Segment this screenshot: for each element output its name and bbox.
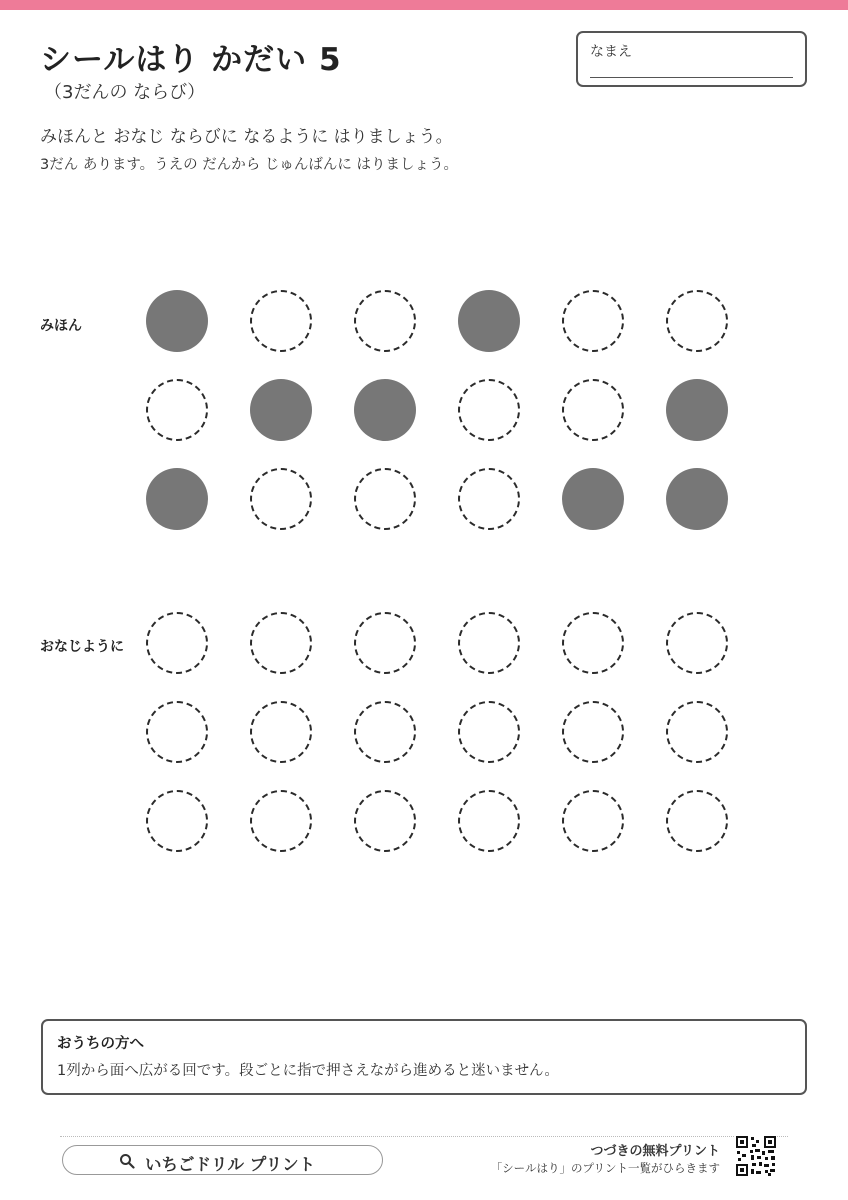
model-dot-r2-c2 <box>250 379 312 441</box>
copy-dot-r1-c5[interactable] <box>562 612 624 674</box>
copy-dot-r1-c4[interactable] <box>458 612 520 674</box>
copy-dot-r3-c1[interactable] <box>146 790 208 852</box>
model-dot-r2-c4 <box>458 379 520 441</box>
model-dot-r1-c5 <box>562 290 624 352</box>
model-dot-r2-c1 <box>146 379 208 441</box>
model-dot-r3-c4 <box>458 468 520 530</box>
copy-dot-r3-c4[interactable] <box>458 790 520 852</box>
model-label: みほん <box>40 318 82 334</box>
name-field[interactable] <box>576 31 807 87</box>
model-dot-r1-c4 <box>458 290 520 352</box>
copy-dot-r3-c2[interactable] <box>250 790 312 852</box>
copy-dot-r2-c3[interactable] <box>354 701 416 763</box>
copy-label: おなじように <box>40 639 124 655</box>
model-grid <box>146 290 730 530</box>
model-dot-r2-c3 <box>354 379 416 441</box>
search-button[interactable] <box>62 1145 383 1175</box>
model-dot-r1-c2 <box>250 290 312 352</box>
copy-dot-r1-c2[interactable] <box>250 612 312 674</box>
note-text: 1列から面へ広がる回です。段ごとに指で押さえながら進めると迷いません。 <box>57 1063 559 1079</box>
model-dot-r3-c2 <box>250 468 312 530</box>
page-title: シールはり かだい 5 <box>40 42 342 78</box>
copy-dot-r2-c4[interactable] <box>458 701 520 763</box>
footer-divider <box>60 1136 788 1137</box>
next-prints-title: つづきの無料プリント <box>590 1144 720 1159</box>
search-label: いちごドリル プリント <box>145 1155 316 1174</box>
copy-dot-r2-c1[interactable] <box>146 701 208 763</box>
model-dot-r3-c6 <box>666 468 728 530</box>
copy-dot-r1-c1[interactable] <box>146 612 208 674</box>
copy-dot-r1-c3[interactable] <box>354 612 416 674</box>
model-dot-r1-c6 <box>666 290 728 352</box>
qr-code-icon[interactable] <box>735 1135 777 1177</box>
model-dot-r2-c6 <box>666 379 728 441</box>
name-line <box>590 77 793 78</box>
note-title: おうちの方へ <box>57 1036 144 1052</box>
copy-dot-r2-c2[interactable] <box>250 701 312 763</box>
model-dot-r1-c1 <box>146 290 208 352</box>
name-label: なまえ <box>590 44 632 60</box>
parent-note <box>41 1019 807 1095</box>
copy-dot-r3-c3[interactable] <box>354 790 416 852</box>
instruction-line-2: 3だん あります。うえの だんから じゅんばんに はりましょう。 <box>40 157 458 173</box>
model-dot-r3-c3 <box>354 468 416 530</box>
search-icon <box>119 1153 135 1169</box>
model-dot-r3-c1 <box>146 468 208 530</box>
copy-dot-r2-c6[interactable] <box>666 701 728 763</box>
model-dot-r2-c5 <box>562 379 624 441</box>
copy-dot-r1-c6[interactable] <box>666 612 728 674</box>
page-subtitle: （3だんの ならび） <box>44 82 206 103</box>
model-dot-r3-c5 <box>562 468 624 530</box>
top-accent-bar <box>0 0 848 10</box>
copy-grid <box>146 612 730 852</box>
copy-dot-r2-c5[interactable] <box>562 701 624 763</box>
copy-dot-r3-c6[interactable] <box>666 790 728 852</box>
next-prints-subtitle: 「シールはり」のプリント一覧がひらきます <box>490 1161 720 1175</box>
copy-dot-r3-c5[interactable] <box>562 790 624 852</box>
instruction-line-1: みほんと おなじ ならびに なるように はりましょう。 <box>40 127 453 147</box>
model-dot-r1-c3 <box>354 290 416 352</box>
